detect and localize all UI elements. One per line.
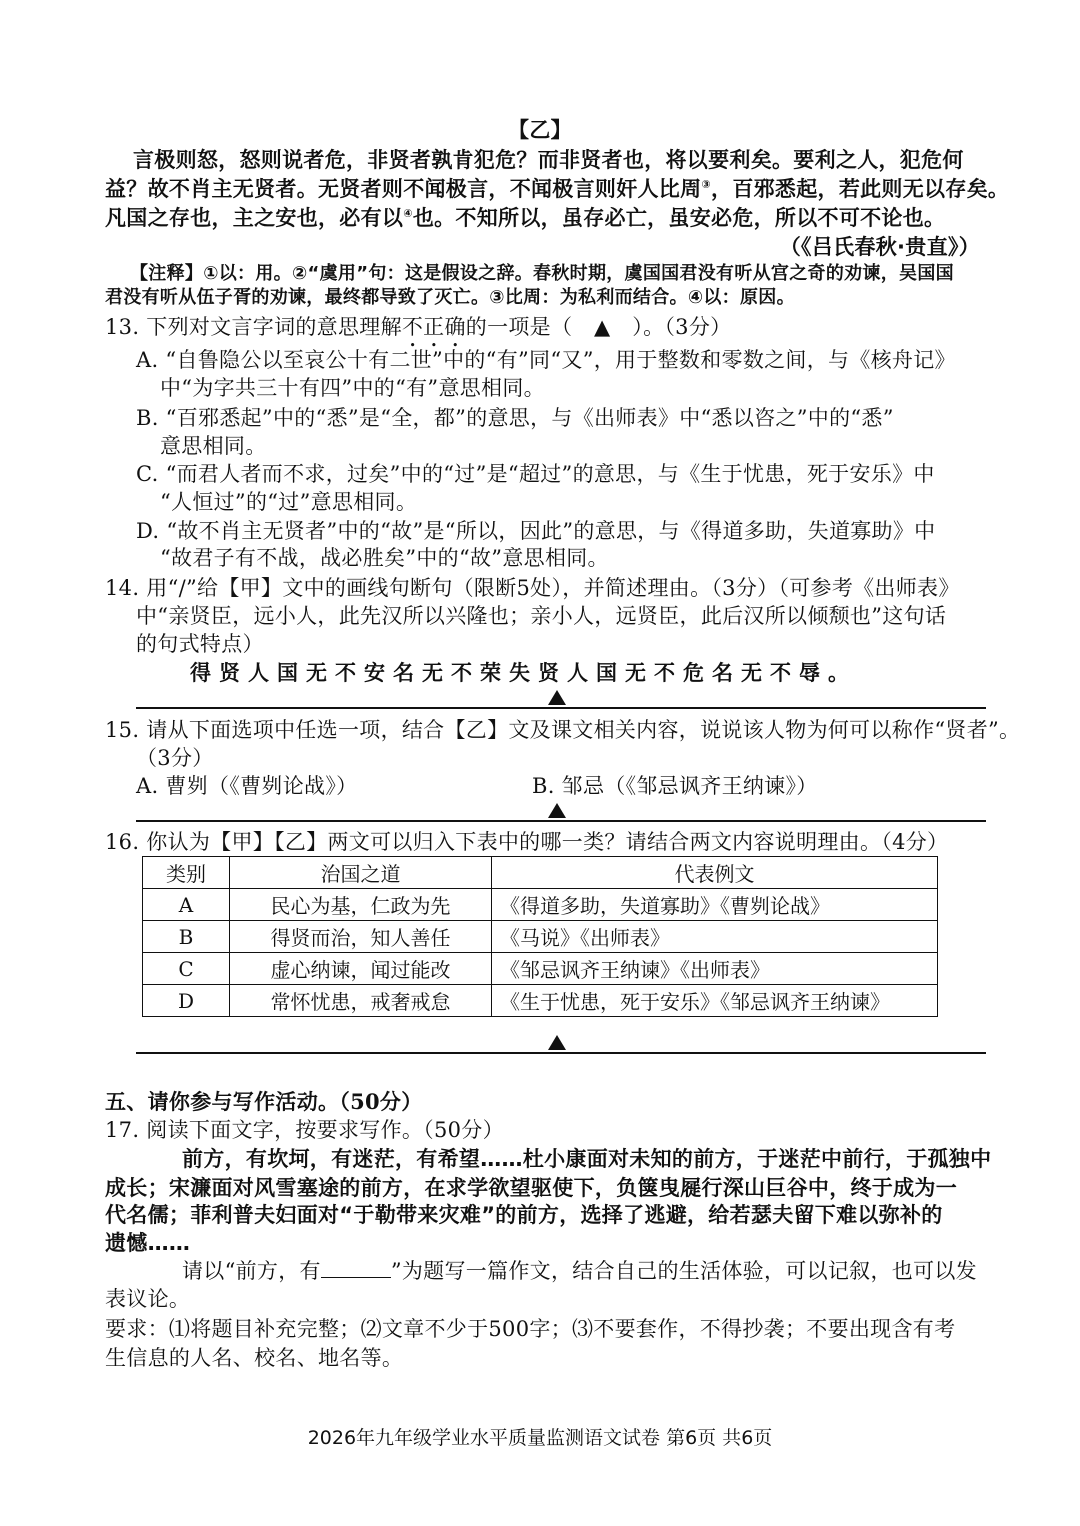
q15-answer-triangle-icon <box>548 803 566 818</box>
passage-yi-header: 【乙】 <box>508 118 572 142</box>
table-row <box>143 953 938 985</box>
q14-answer-line[interactable] <box>136 707 986 709</box>
q15-option-a: A. 曹刿（《曹刿论战》） <box>136 774 358 798</box>
header-way: 治国之道 <box>230 857 492 889</box>
table-cell: 《邹忌讽齐王纳谏》《出师表》 <box>492 953 938 985</box>
passage-line-2: 益？故不肖主无贤者。无贤者则不闻极言，不闻极言则奸人比周③，百邪悉起，若此则无以存矣。 <box>105 177 1010 201</box>
requirements-1: 要求：⑴将题目补充完整；⑵文章不少于500字；⑶不要套作，不得抄袭；不要出现含有考 <box>105 1317 956 1341</box>
material-line-4: 遗憾…… <box>105 1231 191 1255</box>
note-line-2: 君没有听从伍子胥的劝谏，最终都导致了灭亡。③比周：为私利而结合。④以：原因。 <box>105 287 795 308</box>
q16-stem: 16. 你认为【甲】【乙】两文可以归入下表中的哪一类？请结合两文内容说明理由。（4分） <box>105 830 949 854</box>
table-cell: 《生于忧患，死于安乐》《邹忌讽齐王纳谏》 <box>492 985 938 1017</box>
passage-source: （《吕氏春秋·贵直》） <box>779 235 980 259</box>
table-cell: B <box>143 921 230 953</box>
footnote-ref-3: ③ <box>701 178 712 191</box>
q14-stem-1: 14. 用“/”给【甲】文中的画线句断句（限断5处），并简述理由。（3分）（可参考《出师表》 <box>105 576 960 600</box>
q13-option-c-2: “人恒过”的“过”意思相同。 <box>160 490 418 514</box>
q13-stem: 13. 下列对文言字词的意思理解不正确的一项是（ ▲ ）。（3分） <box>105 315 732 339</box>
table-cell: 《得道多助，失道寡助》《曹刿论战》 <box>492 889 938 921</box>
table-cell: 民心为基，仁政为先 <box>230 889 492 921</box>
q14-sentence: 得贤人国无不安名无不荣失贤人国无不危名无不辱。 <box>190 661 857 685</box>
table-header-row <box>143 857 938 889</box>
material-line-1: 前方，有坎坷，有迷茫，有希望……杜小康面对未知的前方，于迷茫中前行，于孤独中 <box>182 1147 992 1171</box>
material-line-2: 成长；宋濂面对风雪塞途的前方，在求学欲望驱使下，负箧曳屣行深山巨谷中，终于成为一 <box>105 1176 957 1200</box>
page-footer: 2026年九年级学业水平质量监测语文试卷 第6页 共6页 <box>307 1427 773 1449</box>
table-row <box>143 921 938 953</box>
q14-stem-3: 的句式特点） <box>136 632 264 656</box>
writing-prompt: 请以“前方，有 ”为题写一篇作文，结合自己的生活体验，可以记叙，也可以发 <box>182 1259 977 1283</box>
q13-option-a-2: 中“为字共三十有四”中的“有”意思相同。 <box>160 376 545 400</box>
header-category: 类别 <box>143 857 230 889</box>
q13-option-a-1: A. “自鲁隐公以至哀公十有二世”中的“有”同“又”，用于整数和零数之间，与《核舟记》 <box>136 348 956 372</box>
q13-option-d-2: “故君子有不战，战必胜矣”中的“故”意思相同。 <box>160 546 609 570</box>
q13-option-b-2: 意思相同。 <box>160 434 267 458</box>
requirements-2: 生信息的人名、校名、地名等。 <box>105 1346 404 1370</box>
header-examples: 代表例文 <box>492 857 938 889</box>
section5-title: 五、请你参与写作活动。（50分） <box>105 1089 423 1114</box>
q13-emphasis: 不正确 <box>401 315 466 339</box>
q13-option-d-1: D. “故不肖主无贤者”中的“故”是“所以，因此”的意思，与《得道多助，失道寡助》中 <box>136 519 936 543</box>
table-row <box>143 985 938 1017</box>
table-cell: 《马说》《出师表》 <box>492 921 938 953</box>
q13-option-b-1: B. “百邪悉起”中的“悉”是“全，都”的意思，与《出师表》中“悉以咨之”中的“悉” <box>136 406 894 430</box>
table-cell: A <box>143 889 230 921</box>
governance-table <box>142 856 938 1017</box>
q13-option-c-1: C. “而君人者而不求，过矣”中的“过”是“超过”的意思，与《生于忧患，死于安乐》中 <box>136 462 935 486</box>
table-cell: 得贤而治，知人善任 <box>230 921 492 953</box>
table-cell: 虚心纳谏，闻过能改 <box>230 953 492 985</box>
table-row <box>143 889 938 921</box>
q17-stem: 17. 阅读下面文字，按要求写作。（50分） <box>105 1118 504 1142</box>
writing-prompt-2: 表议论。 <box>105 1287 191 1311</box>
passage-line-1: 言极则怒，怒则说者危，非贤者孰肯犯危？而非贤者也，将以要利矣。要利之人，犯危何 <box>133 148 964 172</box>
q14-stem-2: 中“亲贤臣，远小人，此先汉所以兴隆也；亲小人，远贤臣，此后汉所以倾颓也”这句话 <box>136 604 947 628</box>
q15-stem-2: （3分） <box>136 746 214 770</box>
material-line-3: 代名儒；菲利普夫妇面对“于勒带来灾难”的前方，选择了逃避，给若瑟夫留下难以弥补的 <box>105 1203 943 1227</box>
table-cell: 常怀忧患，戒奢戒怠 <box>230 985 492 1017</box>
q16-answer-triangle-icon <box>548 1035 566 1050</box>
passage-line-3: 凡国之存也，主之安也，必有以④也。不知所以，虽存必亡，虽安必危，所以不可不论也。 <box>105 206 946 230</box>
footnote-ref-4: ④ <box>403 207 413 220</box>
table-cell: C <box>143 953 230 985</box>
q15-answer-line[interactable] <box>136 820 986 822</box>
title-blank[interactable] <box>321 1257 391 1278</box>
q15-option-b: B. 邹忌（《邹忌讽齐王纳谏》） <box>532 774 818 798</box>
table-cell: D <box>143 985 230 1017</box>
note-line-1: 【注释】①以：用。②“虞用”句：这是假设之辞。春秋时期，虞国国君没有听从宫之奇的劝谏，吴国国 <box>130 263 954 284</box>
q15-stem-1: 15. 请从下面选项中任选一项，结合【乙】文及课文相关内容，说说该人物为何可以称作“贤者”。 <box>105 718 1021 742</box>
q16-answer-line[interactable] <box>136 1052 986 1054</box>
answer-triangle: ▲ <box>594 315 611 339</box>
q14-answer-triangle-icon <box>548 690 566 705</box>
